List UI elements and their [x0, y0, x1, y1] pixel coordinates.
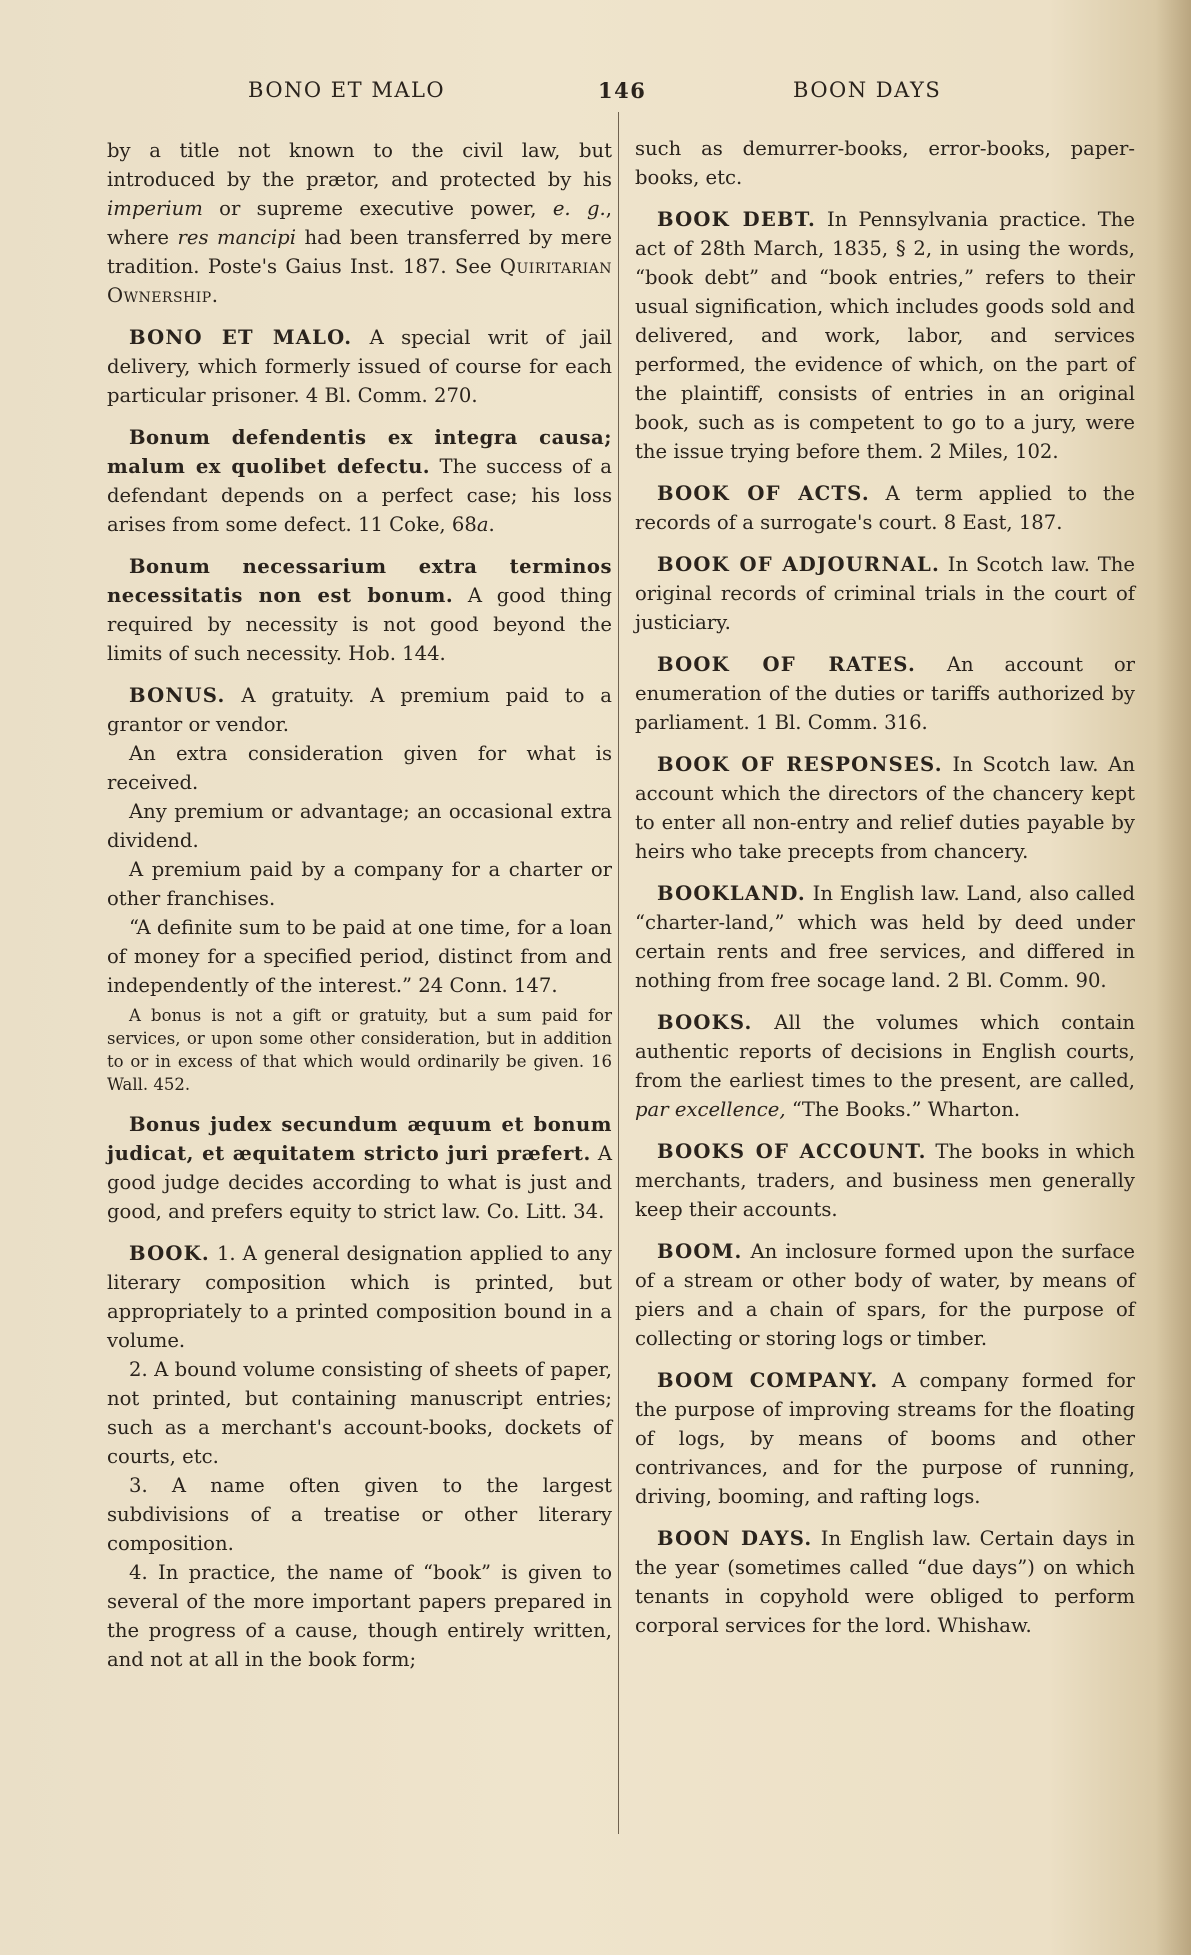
column-divider — [618, 112, 619, 1834]
entry-bonus — [107, 681, 612, 1096]
entry-book-of-adjournal — [635, 550, 1135, 637]
entry-bonus-judex — [107, 1110, 612, 1226]
entry-headword: BOOKLAND. — [657, 882, 806, 905]
entry-paragraph: 2. A bound volume consisting of sheets of paper, not printed, but containing manuscript entries; such as a merchant's account-books, dockets of courts, etc. — [107, 1358, 612, 1468]
entry-book-debt — [635, 205, 1135, 466]
maxim-headword: Bonum necessarium extra terminos necessitatis non est bonum. — [107, 555, 612, 607]
entry-boom — [635, 1237, 1135, 1353]
entry-continuation: such as demurrer-books, error-books, paper-books, etc. — [635, 137, 1135, 189]
entry-headword: BOOK OF ACTS. — [657, 482, 870, 505]
entry-headword: BOON DAYS. — [657, 1527, 813, 1550]
left-column — [107, 136, 612, 1674]
entry-boon-days — [635, 1524, 1135, 1640]
entry-definition: A special writ of jail delivery, which formerly issued of course for each particular prisoner. 4 Bl. Comm. 270. — [107, 326, 613, 407]
entry-headword: BOOK DEBT. — [657, 208, 817, 231]
entry-definition: In English law. Certain days in the year (sometimes called “due days”) on which tenants in copyhold were obliged to perform corporal services for the lord. Whishaw. — [635, 1527, 1135, 1637]
entry-paragraph: “A definite sum to be paid at one time, for a loan of money for a specified period, distinct from and independently of the interest.” 24 Conn. 147. — [107, 916, 612, 997]
entry-paragraph: A premium paid by a company for a charter or other franchises. — [107, 858, 612, 910]
entry-paragraph: An extra consideration given for what is received. — [107, 742, 612, 794]
entry-definition: A company formed for the purpose of improving streams for the floating of logs, by means of booms and other contrivances, and for the purpose of running, driving, booming, and rafting logs. — [635, 1369, 1135, 1508]
entry-note: A bonus is not a gift or gratuity, but a sum paid for services, or upon some other consideration, but in addition to or in excess of that which would ordinarily be given. 16 Wall. 452. — [107, 1006, 612, 1094]
entry-definition: All the volumes which contain authentic reports of decisions in English courts, from the earliest times to the present, are called, — [635, 1011, 1135, 1092]
entry-definition: An account or enumeration of the duties or tariffs authorized by parliament. 1 Bl. Comm. 316. — [635, 653, 1135, 734]
entry-headword: BONO ET MALO. — [129, 326, 353, 349]
entry-book — [107, 1239, 612, 1674]
entry-bonum-defendentis — [107, 423, 612, 539]
entry-definition: An inclosure formed upon the surface of a stream or other body of water, by means of piers and a chain of spars, for the purpose of collecting or storing logs or timber. — [635, 1240, 1135, 1350]
entry-books — [635, 1008, 1135, 1124]
entry-bonum-necessarium — [107, 552, 612, 668]
entry-boom-company — [635, 1366, 1135, 1511]
entry-definition: In English law. Land, also called “charter-land,” which was held by deed under certain rents and free services, and differed in nothing from free socage land. 2 Bl. Comm. 90. — [635, 882, 1135, 992]
maxim-headword: Bonum defendentis ex integra causa; malum ex quolibet defectu. — [107, 426, 612, 478]
entry-definition: A good thing required by necessity is not good beyond the limits of such necessity. Hob. 144. — [107, 584, 612, 665]
entry-paragraph: Any premium or advantage; an occasional extra dividend. — [107, 800, 612, 852]
entry-headword: BOOKS. — [657, 1011, 753, 1034]
entry-headword: BOOK OF RATES. — [657, 653, 916, 676]
italic-term: a — [476, 513, 489, 536]
entry-definition: In Scotch law. The original records of criminal trials in the court of justiciary. — [635, 553, 1135, 634]
header-left-guide-word: BONO ET MALO — [248, 78, 446, 102]
entry-continuation — [107, 136, 612, 310]
entry-headword: BOOKS OF ACCOUNT. — [657, 1140, 927, 1163]
entry-paragraph — [107, 681, 612, 739]
entry-headword: BOOK OF RESPONSES. — [657, 753, 943, 776]
right-column — [635, 134, 1135, 1653]
entry-book-of-responses — [635, 750, 1135, 866]
entry-paragraph: 4. In practice, the name of “book” is given to several of the more important papers prepared in the progress of a cause, though entirely written, and not at all in the book form; — [107, 1561, 612, 1671]
cross-reference: Quiritarian Ownership. — [107, 255, 612, 307]
page-number: 146 — [598, 78, 647, 103]
entry-text: . — [488, 513, 495, 536]
entry-definition: The success of a defendant depends on a perfect case; his loss arises from some defect. 11 Coke, 68 — [107, 455, 612, 536]
entry-headword: BOOM. — [657, 1240, 743, 1263]
entry-headword: BOOK. — [129, 1242, 210, 1265]
running-header — [0, 78, 1191, 108]
entry-definition: A gratuity. A premium paid to a grantor or vendor. — [107, 684, 612, 736]
italic-term: imperium — [107, 197, 203, 220]
entry-headword: BOOM COMPANY. — [657, 1369, 879, 1392]
entry-book-of-acts — [635, 479, 1135, 537]
entry-text: had been transferred by mere tradition. Poste's Gaius Inst. 187. See — [107, 226, 612, 278]
entry-definition: In Scotch law. An account which the directors of the chancery kept to enter all non-entry and relief duties payable by heirs who take precepts from chancery. — [635, 753, 1136, 863]
entry-books-of-account — [635, 1137, 1135, 1224]
entry-definition: A good judge decides according to what is just and good, and prefers equity to strict law. Co. Litt. 34. — [107, 1142, 612, 1223]
entry-headword: BONUS. — [129, 684, 226, 707]
entry-bookland — [635, 879, 1135, 995]
entry-definition: The books in which merchants, traders, and business men generally keep their accounts. — [635, 1140, 1135, 1221]
entry-bono-et-malo — [107, 323, 612, 410]
entry-text: or supreme executive power, — [202, 197, 553, 220]
entry-text: by a title not known to the civil law, but introduced by the prætor, and protected by his — [107, 139, 612, 191]
entry-book-of-rates — [635, 650, 1135, 737]
entry-text: , where — [107, 197, 612, 249]
italic-term: par excellence, — [635, 1098, 786, 1121]
header-right-guide-word: BOON DAYS — [793, 78, 942, 102]
italic-term: e. g. — [552, 197, 606, 220]
entry-headword: BOOK OF ADJOURNAL. — [657, 553, 940, 576]
entry-definition: A term applied to the records of a surrogate's court. 8 East, 187. — [635, 482, 1135, 534]
entry-paragraph: 3. A name often given to the largest subdivisions of a treatise or other literary composition. — [107, 1474, 612, 1555]
entry-paragraph — [107, 1239, 612, 1355]
entry-text: “The Books.” Wharton. — [785, 1098, 1021, 1121]
entry-definition: In Pennsylvania practice. The act of 28th March, 1835, § 2, in using the words, “book debt” and “book entries,” refers to their usual signification, which includes goods sold and delivered, and work, labor, and services performed, the evidence of which, on the part of the plaintiff, consists of entries in an original book, such as is competent to go to a jury, were the issue trying before them. 2 Miles, 102. — [635, 208, 1136, 463]
italic-term: res mancipi — [177, 226, 296, 249]
entry-definition: 1. A general designation applied to any literary composition which is printed, but appropriately to a printed composition bound in a volume. — [107, 1242, 612, 1352]
maxim-headword: Bonus judex secundum æquum et bonum judicat, et æquitatem stricto juri præfert. — [107, 1113, 612, 1165]
